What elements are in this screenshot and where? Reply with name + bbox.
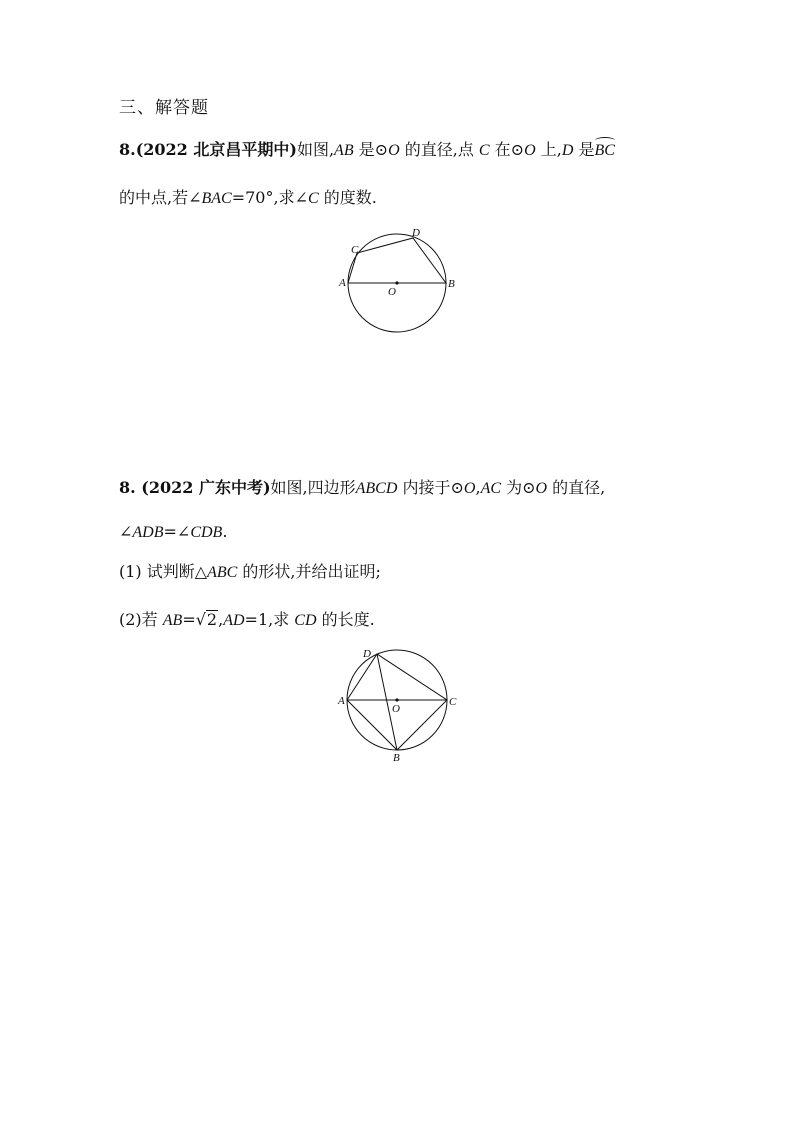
math-ad: AD — [223, 612, 245, 629]
problem2-line2 — [119, 521, 227, 544]
math-ab: AB — [162, 612, 183, 629]
problem1-line2 — [119, 187, 377, 210]
problem1-source: (2022 北京昌平期中) — [135, 140, 297, 159]
text: 在⊙ — [489, 140, 525, 159]
problem2-figure — [330, 640, 470, 770]
center-dot — [395, 698, 398, 701]
problem1-figure — [330, 222, 470, 337]
problem2-question2 — [119, 609, 375, 632]
label-c: C — [449, 696, 457, 708]
label-d: D — [412, 227, 420, 239]
text: 是⊙ — [353, 140, 389, 159]
math-c: C — [307, 190, 319, 207]
math-abc: ABC — [207, 564, 238, 581]
problem1-line1 — [119, 139, 615, 162]
text: , — [475, 478, 481, 497]
text: (2)若 — [119, 610, 163, 629]
math-bac: BAC — [201, 190, 232, 207]
center-dot — [395, 281, 398, 284]
text: , — [218, 610, 224, 629]
problem2-source: (2022 广东中考) — [135, 478, 271, 497]
problem2-number: 8. — [119, 478, 136, 497]
math-cdb: CDB — [190, 524, 223, 541]
text: 的度数. — [318, 188, 377, 207]
text: . — [222, 522, 228, 541]
text: 是 — [573, 140, 595, 159]
section-heading: 三、解答题 — [119, 98, 209, 118]
math-abcd: ABCD — [355, 480, 398, 497]
text: =∠ — [163, 522, 191, 541]
text: 上, — [535, 140, 562, 159]
sqrt-radicand: 2 — [206, 610, 218, 629]
label-c: C — [351, 244, 359, 256]
math-ab: AB — [334, 142, 354, 159]
diagonal-db — [377, 654, 397, 750]
math-o: O — [463, 480, 476, 497]
label-a: A — [338, 695, 345, 707]
text: 如图,四边形 — [270, 478, 356, 497]
text: 的形状,并给出证明; — [237, 562, 381, 581]
arc-bc: BC — [595, 140, 615, 162]
math-ac: AC — [480, 480, 502, 497]
math-o: O — [535, 480, 548, 497]
math-o: O — [524, 142, 536, 159]
label-a: A — [339, 277, 346, 289]
text: (1) 试判断△ — [119, 562, 208, 581]
quadrilateral-acdb — [348, 238, 446, 283]
text: 为⊙ — [501, 478, 536, 497]
label-b: B — [448, 278, 455, 290]
text: = — [182, 610, 196, 629]
math-d: D — [561, 142, 574, 159]
label-b: B — [393, 752, 400, 764]
math-c: C — [478, 142, 490, 159]
sqrt-sign: √ — [195, 610, 206, 629]
text: 内接于⊙ — [397, 478, 464, 497]
math-o: O — [388, 142, 400, 159]
text: 的直径,点 — [399, 140, 479, 159]
problem2-line1 — [119, 477, 605, 500]
label-d: D — [363, 648, 371, 660]
math-adb: ADB — [132, 524, 164, 541]
label-o: O — [388, 286, 396, 298]
problem2-question1 — [119, 561, 381, 584]
label-o: O — [392, 703, 400, 715]
problem1-number: 8. — [119, 140, 136, 159]
text: =70°,求∠ — [231, 188, 308, 207]
text: 的中点,若∠ — [119, 188, 202, 207]
text: 如图, — [296, 140, 335, 159]
text: =1,求 — [244, 610, 295, 629]
text: ∠ — [119, 522, 133, 541]
math-cd: CD — [294, 612, 317, 629]
text: 的长度. — [316, 610, 375, 629]
text: 的直径, — [547, 478, 606, 497]
